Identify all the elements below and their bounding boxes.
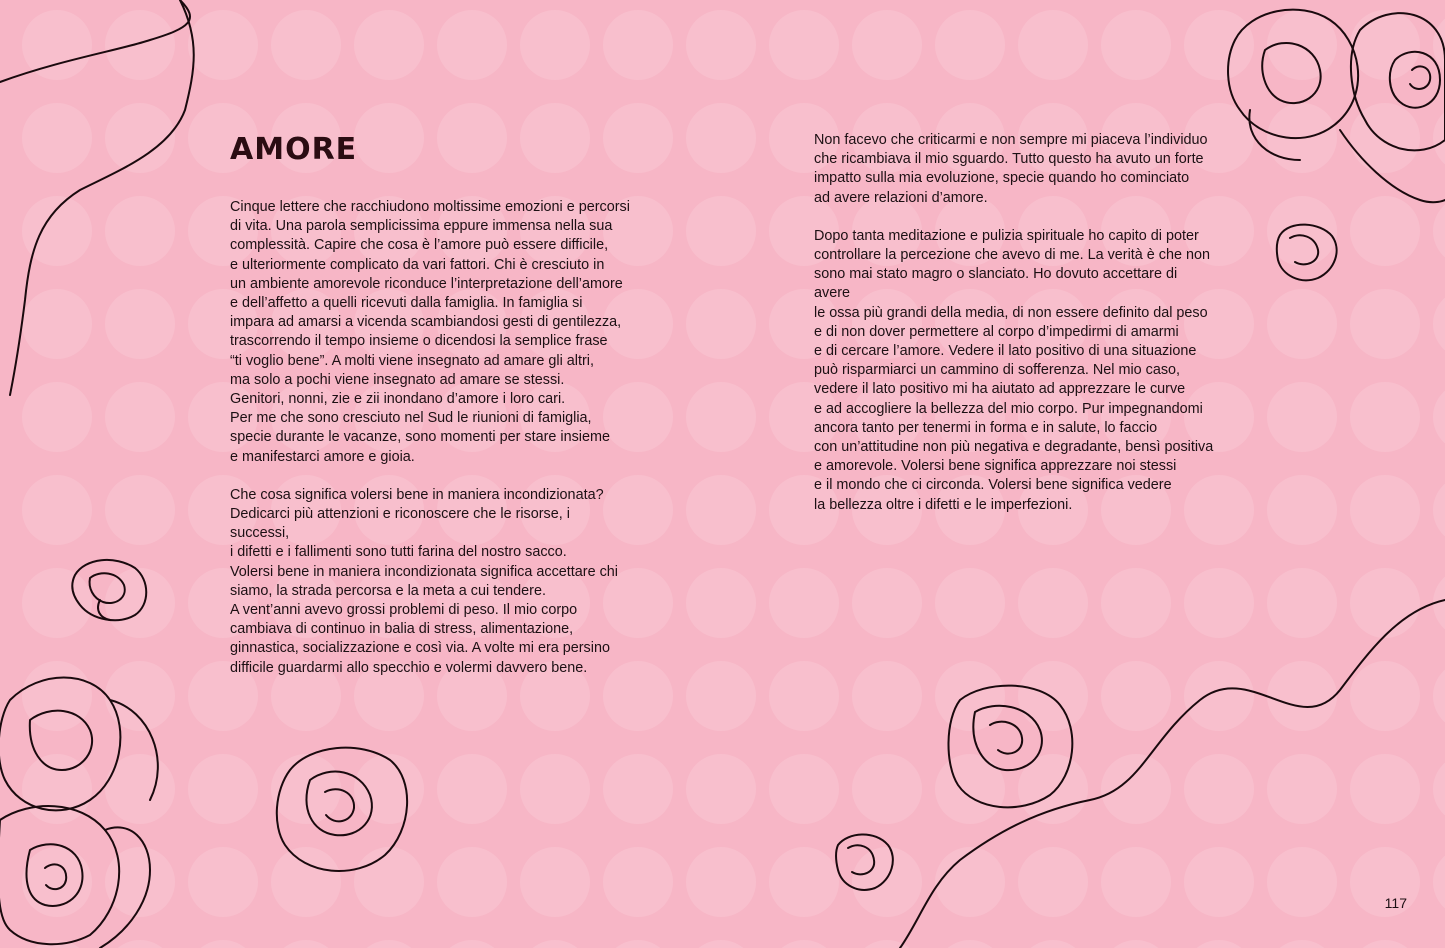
rose-bottom-center bbox=[948, 686, 1072, 808]
watermark-circle bbox=[1184, 754, 1254, 824]
watermark-circle bbox=[22, 10, 92, 80]
wavy-line-bottom-right bbox=[900, 600, 1445, 948]
watermark-circle bbox=[1433, 10, 1445, 80]
watermark-circle bbox=[354, 754, 424, 824]
watermark-circle bbox=[1267, 10, 1337, 80]
page-title: AMORE bbox=[230, 132, 358, 167]
watermark-circle bbox=[1018, 10, 1088, 80]
rosebud-bottom-center bbox=[836, 834, 893, 889]
watermark-circle bbox=[520, 754, 590, 824]
watermark-circle bbox=[1267, 382, 1337, 452]
watermark-circle bbox=[520, 940, 590, 948]
watermark-circle bbox=[686, 382, 756, 452]
watermark-circle bbox=[1350, 661, 1420, 731]
watermark-circle bbox=[769, 940, 839, 948]
watermark-circle bbox=[603, 754, 673, 824]
watermark-circle bbox=[603, 10, 673, 80]
watermark-circle bbox=[935, 940, 1005, 948]
watermark-circle bbox=[935, 661, 1005, 731]
watermark-circle bbox=[1018, 940, 1088, 948]
watermark-circle bbox=[437, 754, 507, 824]
watermark-circle bbox=[686, 103, 756, 173]
watermark-circle bbox=[603, 103, 673, 173]
watermark-circle bbox=[852, 940, 922, 948]
watermark-circle bbox=[1184, 940, 1254, 948]
watermark-circle bbox=[1350, 475, 1420, 545]
watermark-circle bbox=[22, 289, 92, 359]
watermark-circle bbox=[1267, 196, 1337, 266]
watermark-circle bbox=[769, 847, 839, 917]
watermark-circle bbox=[1018, 568, 1088, 638]
page-number: 117 bbox=[1384, 895, 1407, 911]
watermark-circle bbox=[603, 847, 673, 917]
watermark-circle bbox=[935, 754, 1005, 824]
watermark-circle bbox=[105, 196, 175, 266]
watermark-circle bbox=[188, 754, 258, 824]
watermark-circle bbox=[1350, 103, 1420, 173]
rose-bottom-left bbox=[0, 678, 158, 948]
watermark-circle bbox=[520, 10, 590, 80]
watermark-circle bbox=[105, 568, 175, 638]
watermark-circle bbox=[105, 103, 175, 173]
watermark-circle bbox=[1267, 103, 1337, 173]
right-column bbox=[814, 131, 1214, 534]
watermark-circle bbox=[105, 940, 175, 948]
watermark-circle bbox=[1350, 382, 1420, 452]
watermark-circle bbox=[437, 847, 507, 917]
watermark-circle bbox=[271, 754, 341, 824]
watermark-circle bbox=[852, 661, 922, 731]
left-paragraph-1: Cinque lettere che racchiudono moltissime emozioni e percorsi di vita. Una parola semplicissima eppure immensa nella sua complessità. Capire che cosa è l’amore può essere difficile, e ulteriormente complicato da vari fattori. Chi è cresciuto in un ambiente amorevole riconduce l’interpretazione dell’amore e dell’affetto a quelli ricevuti dalla famiglia. In famiglia si impara ad amarsi a vicenda scambiandosi gesti di gentilezza, trascorrendo il tempo insieme o dicendosi la semplice frase “ti voglio bene”. A molti viene insegnato ad amare gli altri, ma solo a pochi viene insegnato ad amare se stessi. Genitori, nonni, zie e zii inondano d’amore i loro cari. Per me che sono cresciuto nel Sud le riunioni di famiglia, specie durante le vacanze, sono momenti per stare insieme e manifestarci amore e gioia. bbox=[230, 199, 630, 465]
watermark-circle bbox=[686, 661, 756, 731]
watermark-circle bbox=[22, 475, 92, 545]
watermark-circle bbox=[271, 847, 341, 917]
watermark-circle bbox=[1267, 847, 1337, 917]
watermark-circle bbox=[686, 568, 756, 638]
watermark-circle bbox=[935, 568, 1005, 638]
watermark-circle bbox=[1433, 754, 1445, 824]
watermark-circle bbox=[769, 754, 839, 824]
wavy-line-top-left bbox=[0, 0, 190, 82]
rose-top-right bbox=[1228, 10, 1445, 203]
watermark-circle bbox=[437, 10, 507, 80]
watermark-circle bbox=[1350, 940, 1420, 948]
watermark-circle bbox=[1433, 568, 1445, 638]
watermark-circle bbox=[686, 940, 756, 948]
watermark-circle bbox=[935, 847, 1005, 917]
watermark-circle bbox=[22, 754, 92, 824]
left-column bbox=[230, 198, 630, 697]
watermark-circle bbox=[105, 475, 175, 545]
watermark-circle bbox=[1018, 754, 1088, 824]
watermark-circle bbox=[1433, 940, 1445, 948]
watermark-circle bbox=[1267, 940, 1337, 948]
watermark-circle bbox=[1184, 847, 1254, 917]
watermark-circle bbox=[1018, 847, 1088, 917]
watermark-circle bbox=[1184, 568, 1254, 638]
watermark-circle bbox=[1101, 940, 1171, 948]
watermark-circle bbox=[686, 475, 756, 545]
right-paragraph-2: Dopo tanta meditazione e pulizia spirituale ho capito di poter controllare la percezione che avevo di me. La verità è che non sono mai stato magro o slanciato. Ho dovuto accettare di avere le ossa più grandi della media, di non essere definito dal peso e di non dover permettere al corpo d’impedirmi di amarmi e di cercare l’amore. Vedere il lato positivo di una situazione può risparmiarci un cammino di sofferenza. Nel mio caso, vedere il lato positivo mi ha aiutato ad apprezzare le curve e ad accogliere la bellezza del mio corpo. Pur impegnandomi ancora tanto per tenermi in forma e in salute, lo faccio con un’attitudine non più negativa e degradante, bensì positiva e amorevole. Volersi bene significa apprezzare noi stessi e il mondo che ci circonda. Volersi bene significa vedere la bellezza oltre i difetti e le imperfezioni. bbox=[814, 227, 1214, 513]
watermark-circle bbox=[1433, 847, 1445, 917]
watermark-circle bbox=[1101, 847, 1171, 917]
watermark-circle bbox=[437, 940, 507, 948]
watermark-circle bbox=[1018, 661, 1088, 731]
watermark-circle bbox=[1101, 754, 1171, 824]
watermark-circle bbox=[520, 847, 590, 917]
watermark-circle bbox=[686, 10, 756, 80]
wavy-line-left bbox=[10, 0, 194, 395]
watermark-circle bbox=[188, 940, 258, 948]
watermark-circle bbox=[852, 10, 922, 80]
watermark-circle bbox=[271, 940, 341, 948]
watermark-circle bbox=[354, 103, 424, 173]
watermark-circle bbox=[520, 103, 590, 173]
watermark-circle bbox=[1101, 661, 1171, 731]
watermark-circle bbox=[852, 568, 922, 638]
rosebud-right-upper bbox=[1277, 225, 1337, 281]
watermark-circle bbox=[686, 196, 756, 266]
watermark-circle bbox=[105, 847, 175, 917]
watermark-circle bbox=[1433, 103, 1445, 173]
watermark-circle bbox=[1433, 382, 1445, 452]
watermark-circle bbox=[22, 847, 92, 917]
watermark-circle bbox=[1101, 568, 1171, 638]
watermark-circle bbox=[1184, 10, 1254, 80]
watermark-circle bbox=[1350, 196, 1420, 266]
watermark-circle bbox=[105, 661, 175, 731]
watermark-circle bbox=[22, 661, 92, 731]
watermark-circle bbox=[769, 661, 839, 731]
watermark-circle bbox=[105, 289, 175, 359]
watermark-circle bbox=[1350, 289, 1420, 359]
watermark-circle bbox=[852, 754, 922, 824]
watermark-circle bbox=[1350, 754, 1420, 824]
watermark-circle bbox=[22, 940, 92, 948]
watermark-circle bbox=[22, 103, 92, 173]
watermark-circle bbox=[1267, 475, 1337, 545]
watermark-circle bbox=[354, 10, 424, 80]
watermark-circle bbox=[354, 847, 424, 917]
watermark-circle bbox=[354, 940, 424, 948]
watermark-circle bbox=[686, 847, 756, 917]
watermark-circle bbox=[271, 10, 341, 80]
watermark-circle bbox=[22, 196, 92, 266]
watermark-circle bbox=[1267, 289, 1337, 359]
rosebud-left-middle bbox=[72, 560, 146, 620]
watermark-circle bbox=[686, 289, 756, 359]
watermark-circle bbox=[769, 10, 839, 80]
watermark-circle bbox=[22, 568, 92, 638]
watermark-circle bbox=[935, 10, 1005, 80]
watermark-circle bbox=[1433, 289, 1445, 359]
right-paragraph-1: Non facevo che criticarmi e non sempre mi piaceva l’individuo che ricambiava il mio sguardo. Tutto questo ha avuto un forte impatto sulla mia evoluzione, specie quando ho cominciato ad avere relazioni d’amore. bbox=[814, 132, 1208, 206]
watermark-circle bbox=[686, 754, 756, 824]
watermark-circle bbox=[22, 382, 92, 452]
watermark-circle bbox=[1350, 10, 1420, 80]
watermark-circle bbox=[1267, 754, 1337, 824]
watermark-circle bbox=[1101, 10, 1171, 80]
rose-bottom-center-left bbox=[277, 748, 407, 871]
watermark-circle bbox=[437, 103, 507, 173]
watermark-circle bbox=[1350, 568, 1420, 638]
watermark-circle bbox=[105, 754, 175, 824]
watermark-circle bbox=[1433, 661, 1445, 731]
watermark-circle bbox=[105, 10, 175, 80]
watermark-circle bbox=[603, 940, 673, 948]
watermark-circle bbox=[1184, 661, 1254, 731]
left-paragraph-2: Che cosa significa volersi bene in maniera incondizionata? Dedicarci più attenzioni e riconoscere che le risorse, i successi, i difetti e i fallimenti sono tutti farina del nostro sacco. Volersi bene in maniera incondizionata significa accettare chi siamo, la strada percorsa e la meta a cui tendere. A vent’anni avevo grossi problemi di peso. Il mio corpo cambiava di continuo in balia di stress, alimentazione, ginnastica, socializzazione e così via. A volte mi era persino difficile guardarmi allo specchio e volermi davvero bene. bbox=[230, 486, 618, 676]
watermark-circle bbox=[1433, 475, 1445, 545]
watermark-circle bbox=[188, 10, 258, 80]
watermark-circle bbox=[769, 568, 839, 638]
watermark-circle bbox=[105, 382, 175, 452]
watermark-circle bbox=[188, 847, 258, 917]
watermark-circle bbox=[852, 847, 922, 917]
watermark-circle bbox=[1267, 661, 1337, 731]
watermark-circle bbox=[1433, 196, 1445, 266]
watermark-circle bbox=[1267, 568, 1337, 638]
